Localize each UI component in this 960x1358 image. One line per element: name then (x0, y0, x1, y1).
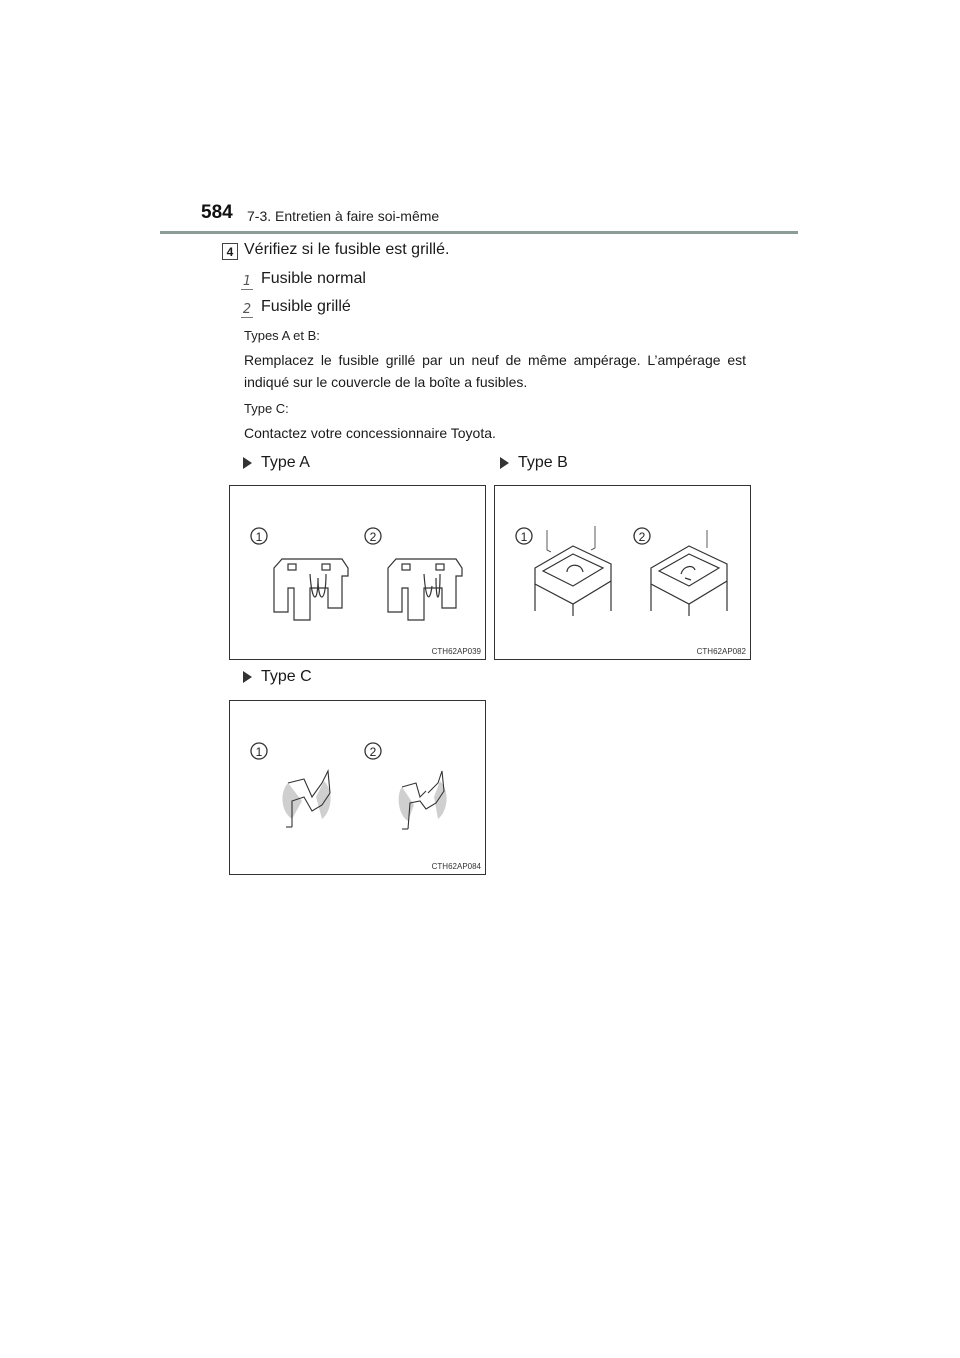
arrow-right-icon (500, 457, 509, 469)
fuse-type-c-illustration (230, 701, 487, 876)
section-title: 7-3. Entretien à faire soi-même (247, 208, 440, 224)
fuse-type-b-illustration (495, 486, 752, 661)
callout-2: 2 (369, 745, 377, 759)
callout-1: 1 (255, 530, 263, 544)
step-number-badge: 4 (222, 243, 238, 260)
item-number-2: 2 (242, 302, 252, 317)
type-c-label-text: Type C (261, 668, 312, 685)
figure-type-a (229, 485, 486, 660)
figure-type-b (494, 485, 751, 660)
header-rule (160, 231, 798, 234)
fuse-type-a-illustration (230, 486, 487, 661)
type-a-label-text: Type A (261, 454, 310, 471)
types-ab-text: Remplacez le fusible grillé par un neuf de même ampérage. L’ampérage est indiqué sur le couvercle de la boîte a fusibles. (244, 352, 746, 390)
callout-1: 1 (520, 530, 528, 544)
type-c-label (243, 668, 312, 686)
types-ab-heading: Types A et B: (244, 328, 320, 343)
callout-2: 2 (638, 530, 646, 544)
arrow-right-icon (243, 671, 252, 683)
page-number: 584 (201, 202, 233, 223)
type-c-heading: Type C: (244, 401, 289, 416)
type-c-text: Contactez votre concessionnaire Toyota. (244, 425, 496, 441)
item-number-1: 1 (242, 274, 252, 289)
type-a-label (243, 454, 310, 472)
callout-1: 1 (255, 745, 263, 759)
figure-code: CTH62AP084 (431, 862, 481, 871)
callout-2: 2 (369, 530, 377, 544)
item-text-normal: Fusible normal (261, 270, 366, 287)
arrow-right-icon (243, 457, 252, 469)
type-b-label-text: Type B (518, 454, 568, 471)
figure-code: CTH62AP039 (431, 647, 481, 656)
figure-type-c (229, 700, 486, 875)
figure-code: CTH62AP082 (696, 647, 746, 656)
step-text: Vérifiez si le fusible est grillé. (244, 241, 450, 258)
type-b-label (500, 454, 568, 472)
item-text-blown: Fusible grillé (261, 298, 351, 315)
